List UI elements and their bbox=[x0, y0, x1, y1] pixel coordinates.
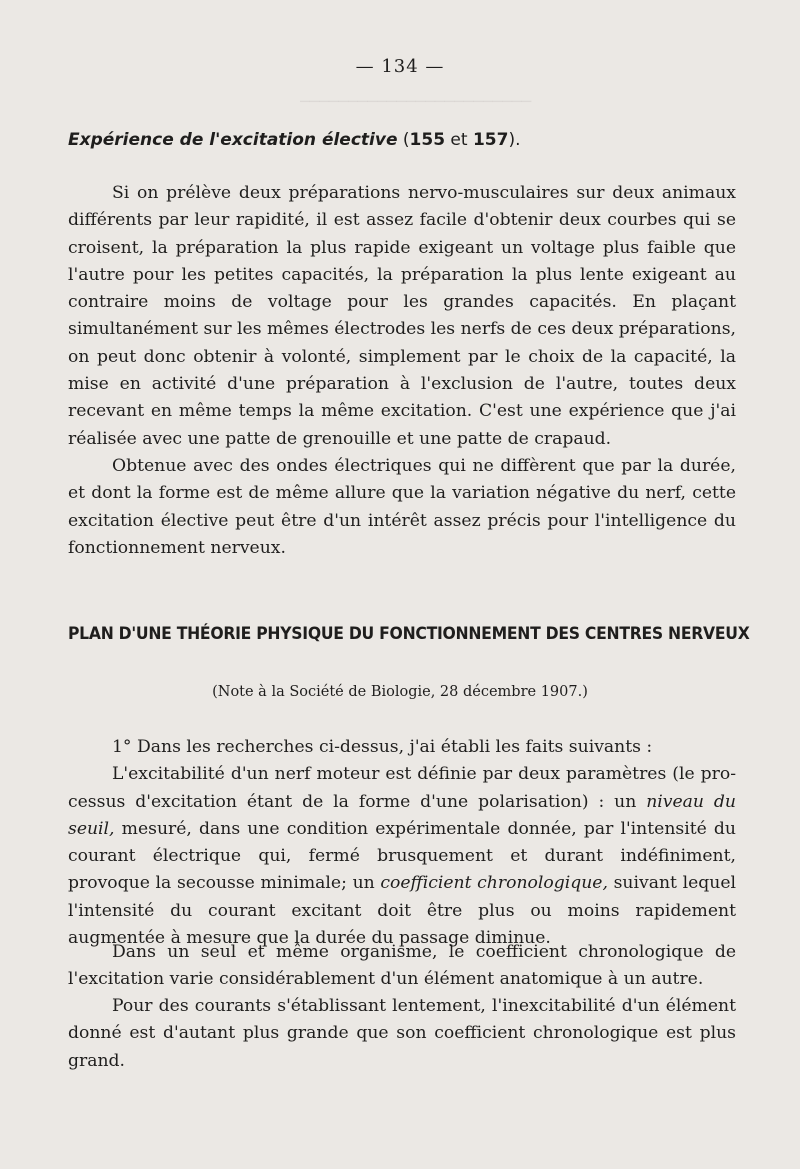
paragraph-organisme bbox=[68, 939, 736, 994]
paragraph-2-text: Obtenue avec des ondes électriques qui ne diffèrent que par la durée, et dont la forme est de même allure que la variation négative du nerf, cette excitation élective peut être d'un intérêt assez précis pour l'intelligence du fonctionnement nerveux. bbox=[68, 456, 736, 558]
reference-157: 157 bbox=[472, 130, 509, 150]
section-heading: PLAN D'UNE THÉORIE PHYSIQUE DU FONCTIONNEMENT DES CENTRES NERVEUX bbox=[68, 624, 750, 644]
reference-155: 155 bbox=[409, 130, 446, 150]
paragraph-3-part-c: suivant lequel l'intensité du courant excitant doit être plus ou moins rapidement augmentée à mesure que la durée du passage diminue. bbox=[68, 873, 737, 949]
paragraph-ondes-electriques bbox=[68, 453, 736, 562]
emphasis-coefficient-chronologique: coefficient chronologique, bbox=[380, 873, 608, 894]
show-through-decoration: ──────────────────────── bbox=[300, 92, 532, 111]
paragraph-courants-lents bbox=[68, 993, 736, 1075]
title-open-paren: ( bbox=[397, 130, 410, 150]
paragraph-excitation-elective bbox=[68, 180, 736, 453]
paragraph-3-intro: 1° Dans les recherches ci-dessus, j'ai établi les faits suivants : bbox=[112, 737, 653, 757]
paragraph-3-part-a: L'excitabilité d'un nerf moteur est définie par deux paramètres (le processus d'excitation étant de la forme d'une polarisation) : un bbox=[68, 764, 736, 812]
title-and: et bbox=[445, 130, 473, 150]
page-number: — 134 — bbox=[355, 56, 445, 77]
emphasis-niveau-du-seuil: niveau du seuil, bbox=[68, 791, 736, 839]
title-close-paren: ). bbox=[508, 130, 521, 150]
paragraph-3-part-b: mesuré, dans une condition expérimentale donnée, par l'intensité du courant électrique qui, fermé brusquement et durant indéfiniment, provoque la secousse minimale; un bbox=[68, 818, 736, 894]
section-note: (Note à la Société de Biologie, 28 décembre 1907.) bbox=[212, 684, 588, 700]
paragraph-faits-suivants bbox=[68, 734, 736, 952]
experiment-title-text: Expérience de l'excitation élective bbox=[68, 130, 398, 150]
paragraph-1-text: Si on prélève deux préparations nervo-musculaires sur deux animaux différents par leur rapidité, il est assez facile d'obtenir deux courbes qui se croisent, la préparation la plus rapide exigeant un voltage plus faible que l'autre pour les petites capacités, la préparation la plus lente exigeant au contraire moins de voltage pour les grandes capacités. En plaçant simultanément sur les mêmes électrodes les nerfs de ces deux préparations, on peut donc obtenir à volonté, simplement par le choix de la capacité, la mise en activité d'une préparation à l'exclusion de l'autre, toutes deux recevant en même temps la même excitation. C'est une expérience que j'ai réalisée avec une patte de grenouille et une patte de crapaud. bbox=[68, 183, 737, 449]
paragraph-5-text: Pour des courants s'établissant lentement, l'inexcitabilité d'un élément donné est d'autant plus grande que son coefficient chronologique est plus grand. bbox=[68, 996, 736, 1071]
experiment-title bbox=[68, 130, 521, 150]
paragraph-4-text: Dans un seul et même organisme, le coefficient chronologique de l'excitation varie considérablement d'un élément anatomique à un autre. bbox=[68, 942, 736, 990]
